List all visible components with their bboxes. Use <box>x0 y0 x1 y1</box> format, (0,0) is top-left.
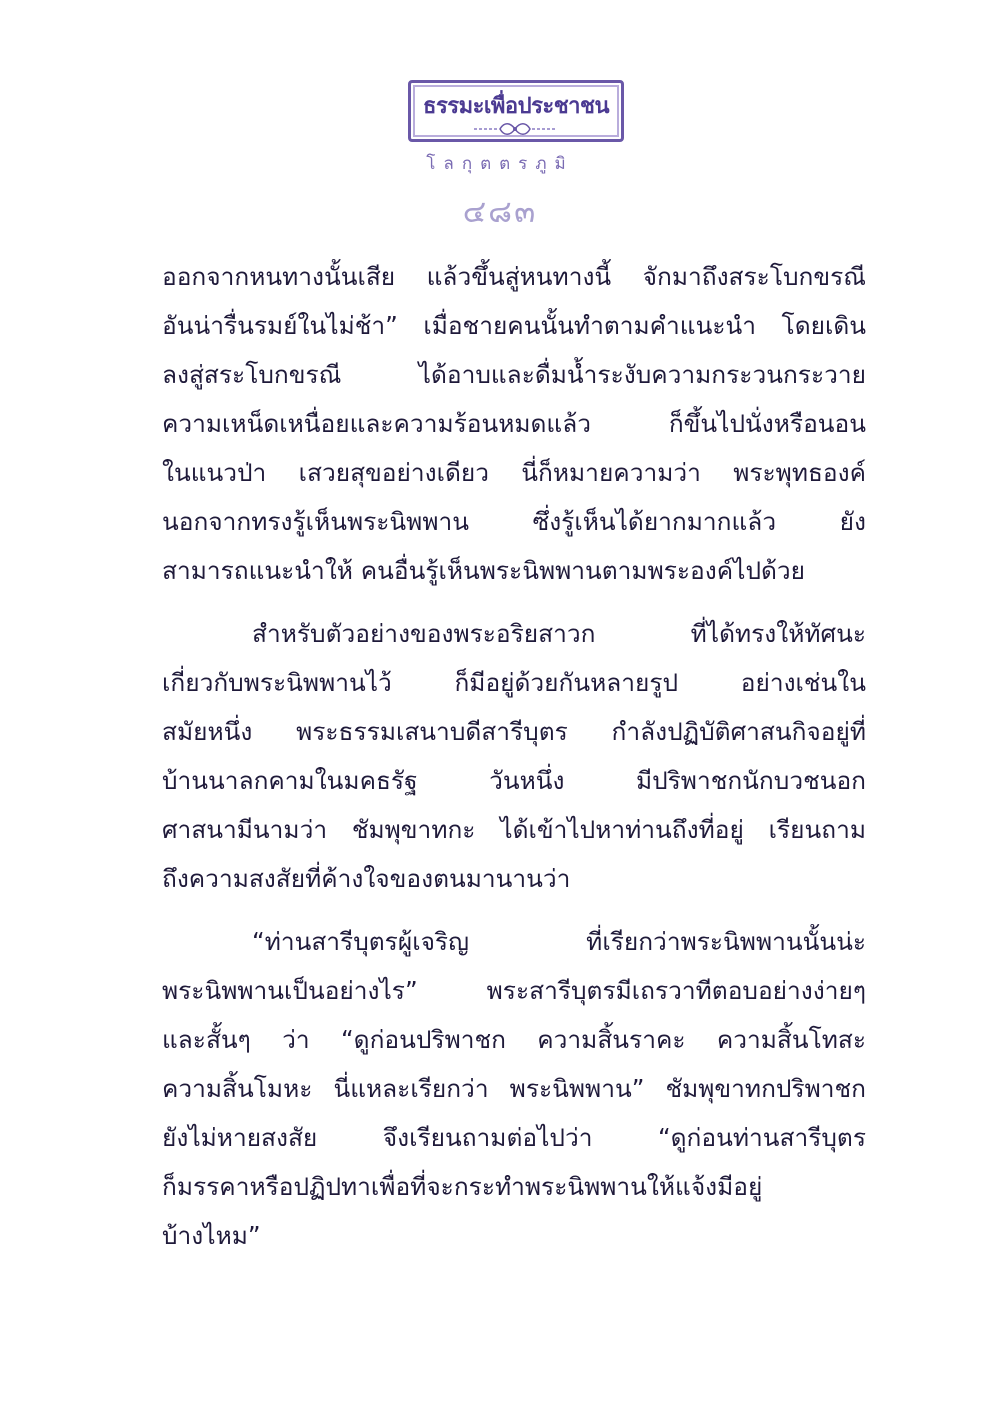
text-line: “ท่านสารีบุตรผู้เจริญ ที่เรียกว่าพระนิพพานนั้นน่ะ <box>252 927 866 956</box>
text-line: ลงสู่สระโบกขรณี ได้อาบและดื่มน้ำระงับความกระวนกระวาย <box>162 360 866 389</box>
page-number: ๔๘๓ <box>462 194 538 230</box>
text-line: พระนิพพานเป็นอย่างไร” พระสารีบุตรมีเถรวาทีตอบอย่างง่ายๆ <box>162 976 866 1005</box>
paragraph <box>162 917 866 1260</box>
text-line: ในแนวป่า เสวยสุขอย่างเดียว นี่ก็หมายความว่า พระพุทธองค์ <box>162 458 866 487</box>
text-line: ศาสนามีนามว่า ชัมพุขาทกะ ได้เข้าไปหาท่านถึงที่อยู่ เรียนถาม <box>162 815 866 844</box>
text-line: ก็มรรคาหรือปฏิปทาเพื่อที่จะกระทำพระนิพพานให้แจ้งมีอยู่ <box>162 1172 763 1201</box>
page-header <box>0 0 1000 230</box>
text-line: สำหรับตัวอย่างของพระอริยสาวก ที่ได้ทรงให้ทัศนะ <box>252 619 866 648</box>
paragraph <box>162 609 866 903</box>
text-line: สมัยหนึ่ง พระธรรมเสนาบดีสารีบุตร กำลังปฏิบัติศาสนกิจอยู่ที่ <box>162 717 866 746</box>
text-line: สามารถแนะนำให้ คนอื่นรู้เห็นพระนิพพานตามพระองค์ไปด้วย <box>162 556 806 585</box>
text-line: ถึงความสงสัยที่ค้างใจของตนมานานว่า <box>162 864 571 893</box>
text-line: ความเหน็ดเหนื่อยและความร้อนหมดแล้ว ก็ขึ้นไปนั่งหรือนอน <box>162 409 866 438</box>
logo-text: ธรรมะเพื่อประชาชน <box>423 94 609 119</box>
book-title: โลกุตตรภูมิ <box>426 154 574 174</box>
text-line: บ้างไหม” <box>162 1221 261 1250</box>
body-text <box>162 252 866 1260</box>
text-line: เกี่ยวกับพระนิพพานไว้ ก็มีอยู่ด้วยกันหลายรูป อย่างเช่นใน <box>162 668 866 697</box>
paragraph <box>162 252 866 595</box>
text-line: ออกจากหนทางนั้นเสีย แล้วขึ้นสู่หนทางนี้ จักมาถึงสระโบกขรณี <box>162 262 866 291</box>
text-line: ความสิ้นโมหะ นี่แหละเรียกว่า พระนิพพาน” ชัมพุขาทกปริพาชก <box>162 1074 866 1103</box>
text-line: และสั้นๆ ว่า “ดูก่อนปริพาชก ความสิ้นราคะ ความสิ้นโทสะ <box>162 1025 866 1054</box>
text-line: อันน่ารื่นรมย์ในไม่ช้า” เมื่อชายคนนั้นทำตามคำแนะนำ โดยเดิน <box>162 311 866 340</box>
text-line: ยังไม่หายสงสัย จึงเรียนถามต่อไปว่า “ดูก่อนท่านสารีบุตร <box>162 1123 866 1152</box>
ornament-icon <box>470 118 560 140</box>
text-line: บ้านนาลกคามในมคธรัฐ วันหนึ่ง มีปริพาชกนักบวชนอก <box>162 766 866 795</box>
text-line: นอกจากทรงรู้เห็นพระนิพพาน ซึ่งรู้เห็นได้ยากมากแล้ว ยัง <box>162 507 866 536</box>
